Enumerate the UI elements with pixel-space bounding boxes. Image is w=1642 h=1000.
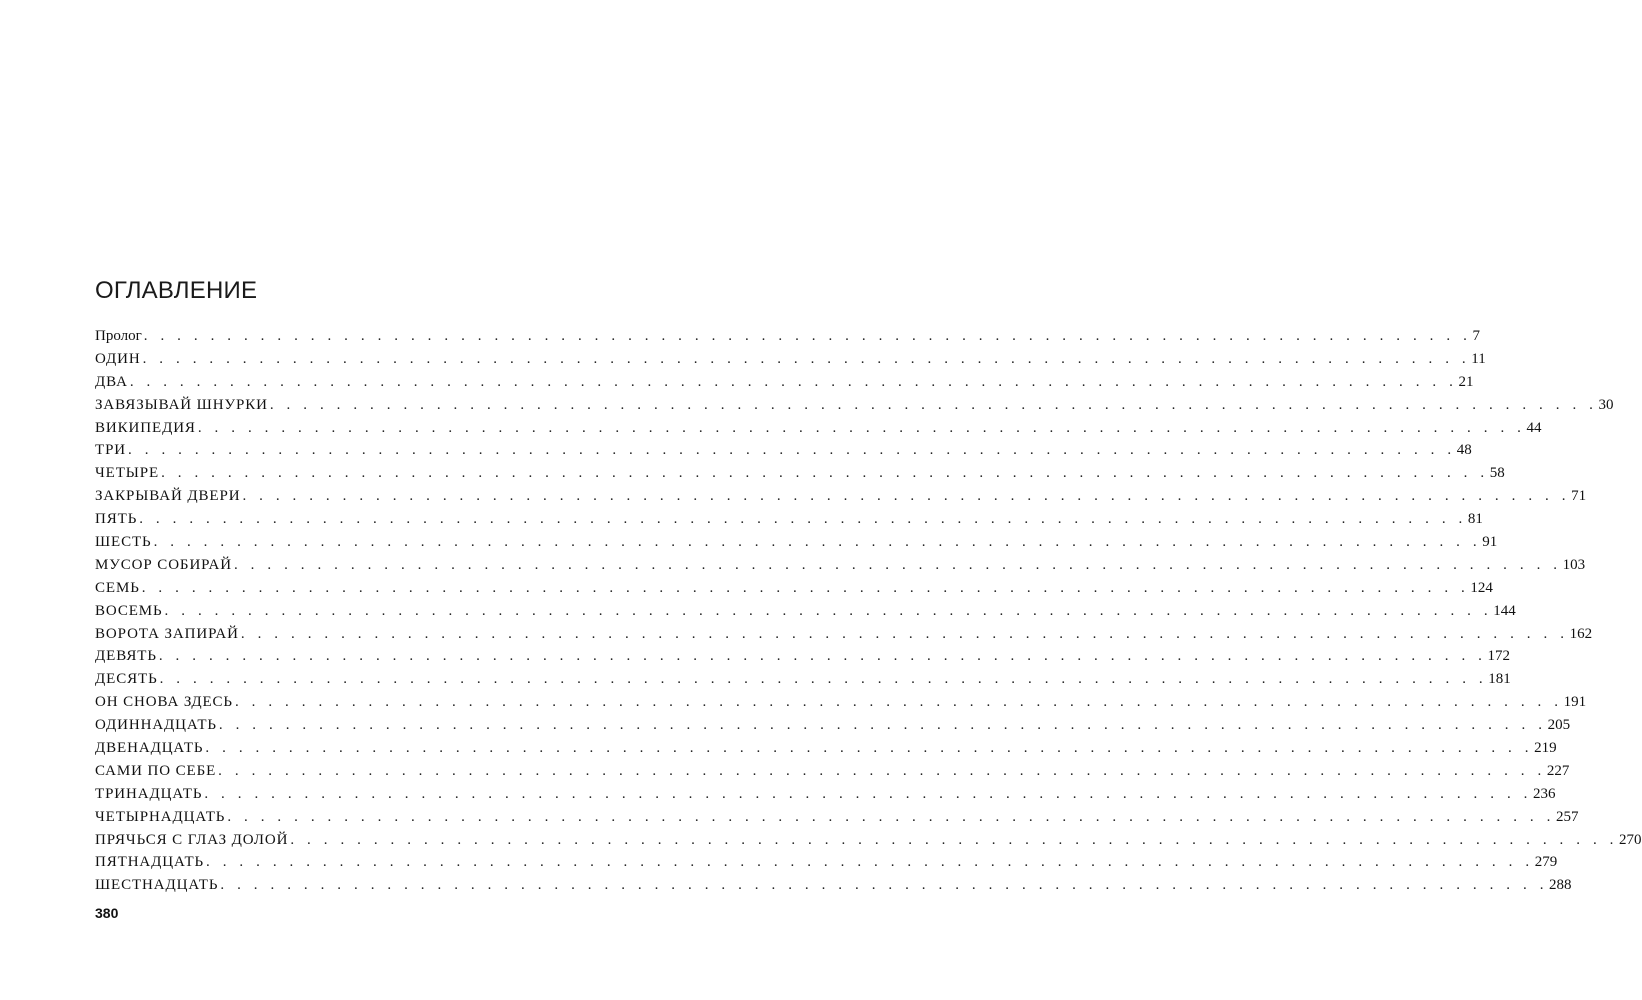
toc-entry	[95, 348, 1486, 371]
toc-entry	[95, 371, 1474, 394]
toc-entry-page: 288	[1549, 877, 1572, 894]
toc-entry	[95, 737, 1557, 760]
toc-entry	[95, 714, 1571, 737]
toc-entry-page: 21	[1458, 373, 1474, 390]
toc-entry	[95, 417, 1542, 440]
toc-entry-page: 124	[1470, 579, 1493, 596]
toc-entry-page: 270	[1619, 831, 1642, 848]
dot-leader: . . . . . . . . . . . . . . . . . . . . . . . . . . . . . . . . . . . . . . . . . . . . . . . . . . . . . . . . . . . . . . . . . . . . . . . . . . . . . . . .	[164, 602, 1493, 619]
toc-entry-page: 48	[1456, 442, 1472, 459]
toc-entry-label: ЗАКРЫВАЙ ДВЕРИ	[95, 488, 241, 505]
toc-entry-label: Пролог	[95, 328, 142, 344]
toc-entry-label: ВИКИПЕДИЯ	[95, 419, 196, 436]
dot-leader: . . . . . . . . . . . . . . . . . . . . . . . . . . . . . . . . . . . . . . . . . . . . . . . . . . . . . . . . . . . . . . . . . . . . . . . . . . . . . . . .	[141, 579, 1470, 596]
dot-leader: . . . . . . . . . . . . . . . . . . . . . . . . . . . . . . . . . . . . . . . . . . . . . . . . . . . . . . . . . . . . . . . . . . . . . . . . . . . . . . . .	[218, 717, 1547, 734]
toc-entry	[95, 623, 1593, 646]
toc-entry-label: ШЕСТНАДЦАТЬ	[95, 877, 219, 894]
dot-leader: . . . . . . . . . . . . . . . . . . . . . . . . . . . . . . . . . . . . . . . . . . . . . . . . . . . . . . . . . . . . . . . . . . . . . . . . . . . . . . . .	[128, 442, 1456, 459]
toc-entry-label: МУСОР СОБИРАЙ	[95, 556, 232, 573]
toc-entry-label: ВОСЕМЬ	[95, 602, 163, 619]
dot-leader: . . . . . . . . . . . . . . . . . . . . . . . . . . . . . . . . . . . . . . . . . . . . . . . . . . . . . . . . . . . . . . . . . . . . . . . . . . . . . . . .	[290, 831, 1618, 848]
toc-entry	[95, 851, 1558, 874]
dot-leader: . . . . . . . . . . . . . . . . . . . . . . . . . . . . . . . . . . . . . . . . . . . . . . . . . . . . . . . . . . . . . . . . . . . . . . . . . . . . . . . .	[233, 556, 1562, 573]
toc-entry-label: ДЕВЯТЬ	[95, 648, 157, 665]
toc-entry-label: ДЕСЯТЬ	[95, 671, 158, 688]
dot-leader: . . . . . . . . . . . . . . . . . . . . . . . . . . . . . . . . . . . . . . . . . . . . . . . . . . . . . . . . . . . . . . . . . . . . . . . . . . . . . . . .	[205, 740, 1534, 757]
toc-entry-label: ОДИН	[95, 350, 141, 367]
toc-entry	[95, 508, 1483, 531]
toc-entry-label: ШЕСТЬ	[95, 534, 152, 551]
toc-entry-label: ОН СНОВА ЗДЕСЬ	[95, 694, 233, 711]
page-number: 380	[95, 905, 119, 921]
toc-entry-page: 257	[1555, 808, 1579, 825]
dot-leader: . . . . . . . . . . . . . . . . . . . . . . . . . . . . . . . . . . . . . . . . . . . . . . . . . . . . . . . . . . . . . . . . . . . . . . . . . . . . . . . .	[159, 671, 1488, 688]
toc-entry-page: 162	[1569, 625, 1593, 642]
toc-entry-label: ПЯТНАДЦАТЬ	[95, 854, 205, 871]
toc-entry-label: ЗАВЯЗЫВАЙ ШНУРКИ	[95, 396, 268, 413]
toc-entry-page: 7	[1472, 328, 1480, 344]
dot-leader: . . . . . . . . . . . . . . . . . . . . . . . . . . . . . . . . . . . . . . . . . . . . . . . . . . . . . . . . . . . . . . . . . . . . . . . . . . . . . . . .	[197, 419, 1526, 436]
toc-entry-label: ПРЯЧЬСЯ С ГЛАЗ ДОЛОЙ	[95, 831, 289, 848]
toc-entry-page: 58	[1489, 465, 1505, 482]
toc-entry-label: ДВЕНАДЦАТЬ	[95, 740, 204, 757]
table-of-contents	[95, 325, 1642, 897]
toc-entry-label: ОДИННАДЦАТЬ	[95, 717, 217, 734]
toc-entry-page: 44	[1526, 419, 1542, 436]
dot-leader: . . . . . . . . . . . . . . . . . . . . . . . . . . . . . . . . . . . . . . . . . . . . . . . . . . . . . . . . . . . . . . . . . . . . . . . . . . . . . . . .	[234, 694, 1563, 711]
toc-entry-label: СЕМЬ	[95, 579, 140, 596]
toc-entry-page: 81	[1467, 511, 1483, 528]
dot-leader: . . . . . . . . . . . . . . . . . . . . . . . . . . . . . . . . . . . . . . . . . . . . . . . . . . . . . . . . . . . . . . . . . . . . . . . . . . . . . . . .	[242, 488, 1571, 505]
dot-leader: . . . . . . . . . . . . . . . . . . . . . . . . . . . . . . . . . . . . . . . . . . . . . . . . . . . . . . . . . . . . . . . . . . . . . . . . . . . . . . . .	[204, 785, 1533, 802]
toc-entry	[95, 325, 1480, 348]
toc-entry	[95, 783, 1556, 806]
dot-leader: . . . . . . . . . . . . . . . . . . . . . . . . . . . . . . . . . . . . . . . . . . . . . . . . . . . . . . . . . . . . . . . . . . . . . . . . . . . . . . . .	[142, 350, 1471, 367]
toc-entry	[95, 806, 1579, 829]
toc-entry-page: 227	[1546, 762, 1570, 779]
toc-entry-label: ЧЕТЫРНАДЦАТЬ	[95, 808, 226, 825]
dot-leader: . . . . . . . . . . . . . . . . . . . . . . . . . . . . . . . . . . . . . . . . . . . . . . . . . . . . . . . . . . . . . . . . . . . . . . . . . . . . . . . .	[269, 396, 1598, 413]
toc-entry-label: ЧЕТЫРЕ	[95, 465, 160, 482]
dot-leader: . . . . . . . . . . . . . . . . . . . . . . . . . . . . . . . . . . . . . . . . . . . . . . . . . . . . . . . . . . . . . . . . . . . . . . . . . . . . . . . .	[206, 854, 1534, 871]
toc-entry	[95, 577, 1493, 600]
toc-entry-page: 236	[1533, 785, 1556, 802]
toc-entry	[95, 691, 1587, 714]
toc-entry-page: 91	[1482, 534, 1498, 551]
toc-entry-page: 103	[1562, 556, 1586, 573]
dot-leader: . . . . . . . . . . . . . . . . . . . . . . . . . . . . . . . . . . . . . . . . . . . . . . . . . . . . . . . . . . . . . . . . . . . . . . . . . . . . . . . .	[143, 328, 1472, 344]
toc-entry-page: 30	[1598, 396, 1614, 413]
toc-entry-label: ТРИНАДЦАТЬ	[95, 785, 203, 802]
toc-entry-page: 11	[1471, 350, 1486, 367]
toc-entry-page: 191	[1563, 694, 1587, 711]
toc-entry	[95, 394, 1614, 417]
toc-entry	[95, 439, 1472, 462]
toc-entry-label: САМИ ПО СЕБЕ	[95, 762, 217, 779]
toc-entry-page: 144	[1493, 602, 1516, 619]
dot-leader: . . . . . . . . . . . . . . . . . . . . . . . . . . . . . . . . . . . . . . . . . . . . . . . . . . . . . . . . . . . . . . . . . . . . . . . . . . . . . . . .	[218, 762, 1546, 779]
dot-leader: . . . . . . . . . . . . . . . . . . . . . . . . . . . . . . . . . . . . . . . . . . . . . . . . . . . . . . . . . . . . . . . . . . . . . . . . . . . . . . . .	[240, 625, 1569, 642]
toc-entry-page: 219	[1534, 740, 1557, 757]
toc-entry-page: 205	[1547, 717, 1571, 734]
toc-entry	[95, 760, 1570, 783]
toc-entry-label: ПЯТЬ	[95, 511, 138, 528]
dot-leader: . . . . . . . . . . . . . . . . . . . . . . . . . . . . . . . . . . . . . . . . . . . . . . . . . . . . . . . . . . . . . . . . . . . . . . . . . . . . . . . .	[153, 534, 1482, 551]
toc-entry	[95, 668, 1511, 691]
toc-entry-label: ТРИ	[95, 442, 127, 459]
dot-leader: . . . . . . . . . . . . . . . . . . . . . . . . . . . . . . . . . . . . . . . . . . . . . . . . . . . . . . . . . . . . . . . . . . . . . . . . . . . . . . . .	[220, 877, 1549, 894]
toc-entry-page: 279	[1534, 854, 1558, 871]
page-title: ОГЛАВЛЕНИЕ	[95, 277, 258, 304]
toc-entry-page: 172	[1487, 648, 1510, 665]
dot-leader: . . . . . . . . . . . . . . . . . . . . . . . . . . . . . . . . . . . . . . . . . . . . . . . . . . . . . . . . . . . . . . . . . . . . . . . . . . . . . . . .	[129, 373, 1458, 390]
toc-entry	[95, 874, 1572, 897]
toc-entry	[95, 485, 1587, 508]
toc-entry	[95, 531, 1498, 554]
toc-entry-page: 181	[1488, 671, 1511, 688]
toc-entry	[95, 829, 1642, 852]
dot-leader: . . . . . . . . . . . . . . . . . . . . . . . . . . . . . . . . . . . . . . . . . . . . . . . . . . . . . . . . . . . . . . . . . . . . . . . . . . . . . . . .	[158, 648, 1487, 665]
dot-leader: . . . . . . . . . . . . . . . . . . . . . . . . . . . . . . . . . . . . . . . . . . . . . . . . . . . . . . . . . . . . . . . . . . . . . . . . . . . . . . . .	[161, 465, 1489, 482]
toc-entry-label: ДВА	[95, 373, 128, 390]
toc-entry	[95, 600, 1516, 623]
dot-leader: . . . . . . . . . . . . . . . . . . . . . . . . . . . . . . . . . . . . . . . . . . . . . . . . . . . . . . . . . . . . . . . . . . . . . . . . . . . . . . . .	[139, 511, 1467, 528]
dot-leader: . . . . . . . . . . . . . . . . . . . . . . . . . . . . . . . . . . . . . . . . . . . . . . . . . . . . . . . . . . . . . . . . . . . . . . . . . . . . . . . .	[227, 808, 1555, 825]
toc-entry	[95, 462, 1505, 485]
toc-entry	[95, 645, 1510, 668]
toc-entry-label: ВОРОТА ЗАПИРАЙ	[95, 625, 239, 642]
toc-entry-page: 71	[1571, 488, 1587, 505]
toc-entry	[95, 554, 1586, 577]
